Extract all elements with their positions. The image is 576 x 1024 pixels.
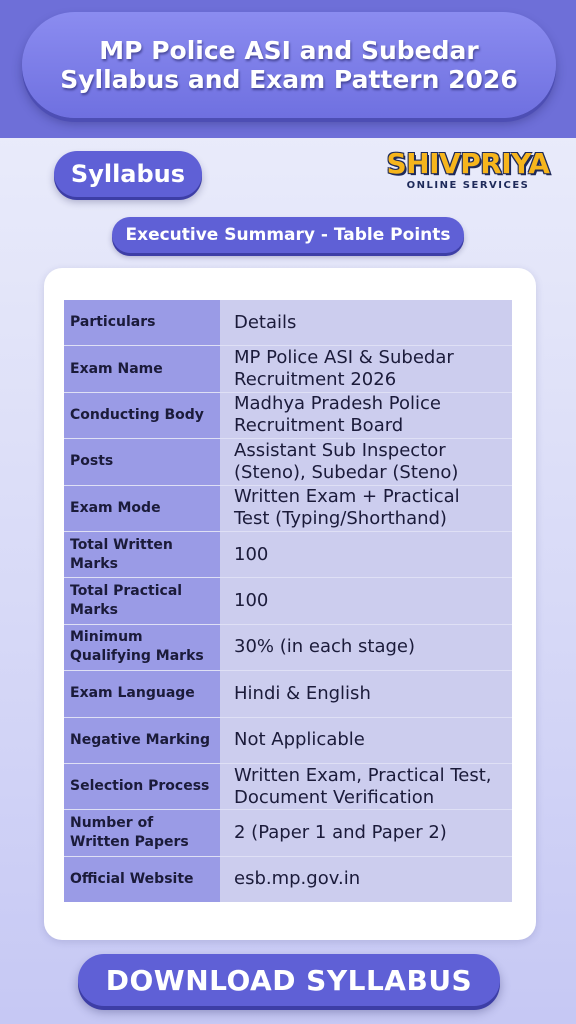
table-row	[64, 810, 512, 856]
table-row	[64, 671, 512, 717]
table-row-value: MP Police ASI & Subedar Recruitment 2026	[220, 346, 512, 391]
page-title-line-1: MP Police ASI and Subedar	[99, 36, 479, 65]
table-row	[64, 532, 512, 578]
table-row	[64, 346, 512, 392]
executive-summary-heading: Executive Summary - Table Points	[112, 217, 464, 253]
table-row-value: Written Exam + Practical Test (Typing/Shorthand)	[220, 486, 512, 531]
table-row	[64, 578, 512, 624]
table-row-label: Exam Mode	[64, 486, 220, 531]
table-row-label: Selection Process	[64, 764, 220, 809]
table-row-value: 100	[220, 578, 512, 623]
table-row-value: Madhya Pradesh Police Recruitment Board	[220, 393, 512, 438]
table-row	[64, 300, 512, 346]
table-row-label: Total Practical Marks	[64, 578, 220, 623]
table-row-label: Minimum Qualifying Marks	[64, 625, 220, 670]
table-row-value: 30% (in each stage)	[220, 625, 512, 670]
table-row	[64, 393, 512, 439]
table-row-label: Total Written Marks	[64, 532, 220, 577]
logo-wordmark: SHIVPRIYA	[386, 147, 550, 180]
table-row-value: Not Applicable	[220, 718, 512, 763]
table-row	[64, 857, 512, 902]
table-row-value: Written Exam, Practical Test, Document Verification	[220, 764, 512, 809]
download-syllabus-button[interactable]: DOWNLOAD SYLLABUS	[78, 954, 500, 1006]
table-row-value: 100	[220, 532, 512, 577]
table-row	[64, 625, 512, 671]
table-row-label: Number of Written Papers	[64, 810, 220, 855]
table-row-value: 2 (Paper 1 and Paper 2)	[220, 810, 512, 855]
table-row	[64, 718, 512, 764]
table-row-label: Exam Language	[64, 671, 220, 716]
summary-table	[64, 300, 512, 902]
syllabus-section-badge: Syllabus	[54, 151, 202, 197]
page-title-line-2: Syllabus and Exam Pattern 2026	[60, 65, 518, 94]
logo-tagline: ONLINE SERVICES	[406, 180, 530, 191]
page-title-banner	[22, 12, 556, 118]
table-row-label: Exam Name	[64, 346, 220, 391]
table-row-value: Details	[220, 300, 512, 345]
table-row-label: Official Website	[64, 857, 220, 902]
table-row	[64, 764, 512, 810]
table-row-label: Posts	[64, 439, 220, 484]
table-row-value: Hindi & English	[220, 671, 512, 716]
table-row-label: Negative Marking	[64, 718, 220, 763]
table-row	[64, 486, 512, 532]
table-row	[64, 439, 512, 485]
shivpriya-logo	[382, 148, 554, 200]
table-row-value: Assistant Sub Inspector (Steno), Subedar (Steno)	[220, 439, 512, 484]
table-row-label: Particulars	[64, 300, 220, 345]
table-row-label: Conducting Body	[64, 393, 220, 438]
table-row-value[interactable]: esb.mp.gov.in	[220, 857, 512, 902]
